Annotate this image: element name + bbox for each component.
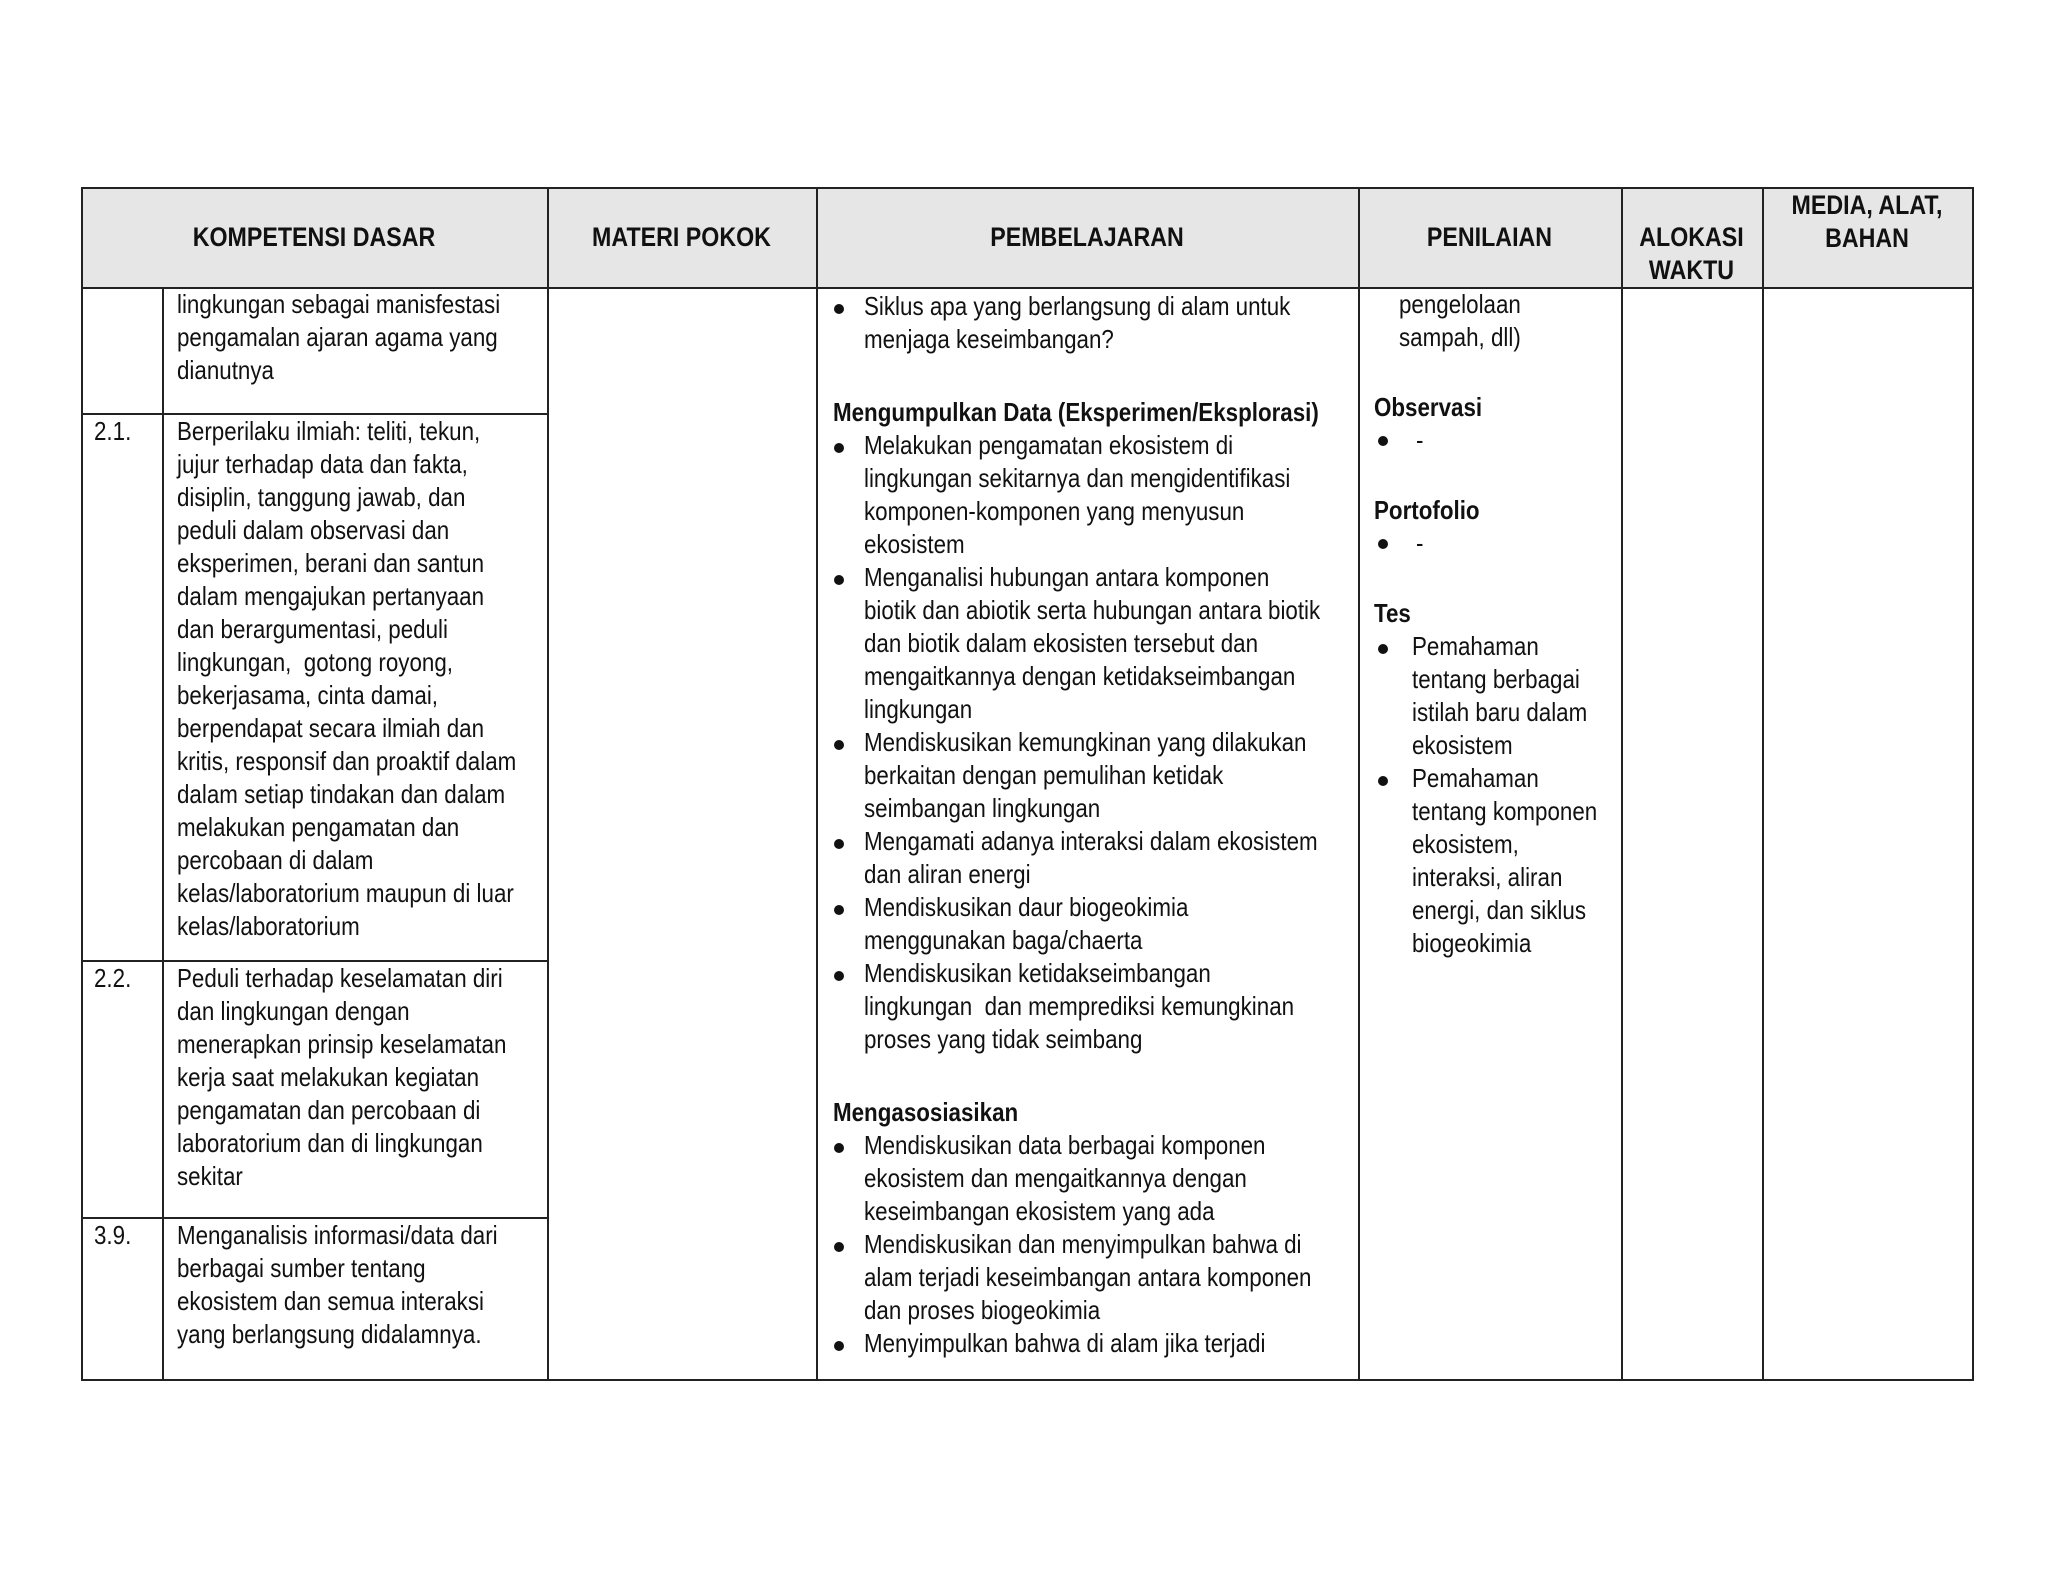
table-top-border — [81, 187, 1974, 189]
pembelajaran-item-line: ekosistem dan mengaitkannya dengan — [864, 1163, 1247, 1193]
col-divider-penilaian — [1358, 187, 1360, 1381]
kd-text-line: disiplin, tanggung jawab, dan — [177, 482, 466, 512]
pembelajaran-item-line: lingkungan — [864, 694, 973, 724]
penilaian-title-portofolio: Portofolio — [1374, 495, 1480, 525]
kd-text-line: pengamatan dan percobaan di — [177, 1095, 481, 1125]
kd-text-line: Peduli terhadap keselamatan diri — [177, 963, 503, 993]
header-pembelajaran: PEMBELAJARAN — [990, 222, 1184, 252]
pembelajaran-item-line: Mendiskusikan ketidakseimbangan — [864, 958, 1211, 988]
pembelajaran-item-line: dan aliran energi — [864, 859, 1031, 889]
kd-text-line: pengamalan ajaran agama yang — [177, 322, 498, 352]
penilaian-item-line: biogeokimia — [1412, 928, 1532, 958]
kd-text-line: kelas/laboratorium maupun di luar — [177, 878, 514, 908]
kd-text-line: berbagai sumber tentang — [177, 1253, 426, 1283]
section-title-mengasosiasikan: Mengasosiasikan — [833, 1097, 1019, 1127]
pembelajaran-item-line: Mendiskusikan daur biogeokimia — [864, 892, 1189, 922]
syllabus-table — [81, 187, 1974, 1381]
bullet-icon — [1378, 644, 1388, 654]
kd-text-line: dan lingkungan dengan — [177, 996, 410, 1026]
col-divider-materi — [547, 187, 549, 1381]
bullet-icon — [834, 1242, 844, 1252]
kd-text-line: kerja saat melakukan kegiatan — [177, 1062, 480, 1092]
kd-text-line: dalam setiap tindakan dan dalam — [177, 779, 506, 809]
bullet-icon — [834, 304, 844, 314]
pembelajaran-item-line: komponen-komponen yang menyusun — [864, 496, 1245, 526]
pembelajaran-item-line: alam terjadi keseimbangan antara komponen — [864, 1262, 1312, 1292]
header-bahan: BAHAN — [1825, 223, 1909, 253]
kd-text-line: bekerjasama, cinta damai, — [177, 680, 438, 710]
kd-text-line: melakukan pengamatan dan — [177, 812, 460, 842]
penilaian-title-observasi: Observasi — [1374, 392, 1483, 422]
pembelajaran-item-line: lingkungan dan memprediksi kemungkinan — [864, 991, 1295, 1021]
pembelajaran-item-line: Melakukan pengamatan ekosistem di — [864, 430, 1234, 460]
kd-text-line: dianutnya — [177, 355, 274, 385]
bullet-icon — [1378, 776, 1388, 786]
bullet-icon — [834, 839, 844, 849]
kd-text-line: dalam mengajukan pertanyaan — [177, 581, 485, 611]
kd-text-line: peduli dalam observasi dan — [177, 515, 450, 545]
kd-text-line: Menganalisis informasi/data dari — [177, 1220, 498, 1250]
penilaian-item-line: Pemahaman — [1412, 631, 1539, 661]
pembelajaran-item-line: ekosistem — [864, 529, 965, 559]
kd-text-line: dan berargumentasi, peduli — [177, 614, 448, 644]
kd-text-line: berpendapat secara ilmiah dan — [177, 713, 485, 743]
kd-text-line: sekitar — [177, 1161, 243, 1191]
table-right-border — [1972, 187, 1974, 1381]
pembelajaran-item-line: Mengamati adanya interaksi dalam ekosistem — [864, 826, 1318, 856]
pembelajaran-item-line: Menyimpulkan bahwa di alam jika terjadi — [864, 1328, 1266, 1358]
pembelajaran-item-line: dan biotik dalam ekosisten tersebut dan — [864, 628, 1259, 658]
penilaian-item-line: ekosistem — [1412, 730, 1513, 760]
penilaian-item-line: istilah baru dalam — [1412, 697, 1588, 727]
bullet-icon — [834, 575, 844, 585]
pembelajaran-item-line: keseimbangan ekosistem yang ada — [864, 1196, 1215, 1226]
table-bottom-border — [81, 1379, 1974, 1381]
kd-number: 2.1. — [94, 416, 132, 446]
penilaian-item-line: - — [1416, 425, 1424, 455]
penilaian-title-tes: Tes — [1374, 598, 1411, 628]
penilaian-item-line: tentang berbagai — [1412, 664, 1580, 694]
kd-text-line: Berperilaku ilmiah: teliti, tekun, — [177, 416, 481, 446]
header-penilaian: PENILAIAN — [1426, 222, 1553, 252]
bullet-icon — [834, 740, 844, 750]
header-kompetensi-dasar: KOMPETENSI DASAR — [192, 222, 436, 252]
header-materi-pokok: MATERI POKOK — [592, 222, 771, 252]
penilaian-item-line: ekosistem, — [1412, 829, 1519, 859]
penilaian-item-line: tentang komponen — [1412, 796, 1598, 826]
pembelajaran-item-line: Siklus apa yang berlangsung di alam untuk — [864, 291, 1291, 321]
pembelajaran-item-line: menjaga keseimbangan? — [864, 324, 1114, 354]
kd-text-line: menerapkan prinsip keselamatan — [177, 1029, 507, 1059]
kd-text-line: yang berlangsung didalamnya. — [177, 1319, 482, 1349]
pembelajaran-item-line: Mendiskusikan data berbagai komponen — [864, 1130, 1266, 1160]
kd-text-line: ekosistem dan semua interaksi — [177, 1286, 484, 1316]
pembelajaran-item-line: mengaitkannya dengan ketidakseimbangan — [864, 661, 1296, 691]
penilaian-item-line: - — [1416, 528, 1424, 558]
kd-number: 3.9. — [94, 1220, 132, 1250]
penilaian-item-line: interaksi, aliran — [1412, 862, 1563, 892]
col-divider-alokasi — [1621, 187, 1623, 1381]
section-title-mengumpulkan: Mengumpulkan Data (Eksperimen/Eksplorasi) — [833, 397, 1319, 427]
pembelajaran-item-line: Mendiskusikan dan menyimpulkan bahwa di — [864, 1229, 1302, 1259]
penilaian-item-line: energi, dan siklus — [1412, 895, 1587, 925]
penilaian-text-line: pengelolaan — [1399, 289, 1521, 319]
header-alokasi: ALOKASI — [1639, 222, 1744, 252]
kd-text-line: eksperimen, berani dan santun — [177, 548, 485, 578]
kd-number: 2.2. — [94, 963, 132, 993]
col-divider-pembelajaran — [816, 187, 818, 1381]
penilaian-text-line: sampah, dll) — [1399, 322, 1521, 352]
bullet-icon — [834, 905, 844, 915]
pembelajaran-item-line: berkaitan dengan pemulihan ketidak — [864, 760, 1224, 790]
bullet-icon — [834, 443, 844, 453]
kd-text-line: laboratorium dan di lingkungan — [177, 1128, 483, 1158]
pembelajaran-item-line: Menganalisi hubungan antara komponen — [864, 562, 1270, 592]
kd-text-line: lingkungan sebagai manisfestasi — [177, 289, 501, 319]
bullet-icon — [1378, 539, 1388, 549]
penilaian-item-line: Pemahaman — [1412, 763, 1539, 793]
table-left-border — [81, 187, 83, 1381]
kd-text-line: percobaan di dalam — [177, 845, 374, 875]
bullet-icon — [834, 1341, 844, 1351]
kd-text-line: lingkungan, gotong royong, — [177, 647, 453, 677]
header-waktu: WAKTU — [1648, 255, 1735, 285]
pembelajaran-item-line: Mendiskusikan kemungkinan yang dilakukan — [864, 727, 1307, 757]
pembelajaran-item-line: proses yang tidak seimbang — [864, 1024, 1143, 1054]
pembelajaran-item-line: dan proses biogeokimia — [864, 1295, 1101, 1325]
pembelajaran-item-line: biotik dan abiotik serta hubungan antara biotik — [864, 595, 1321, 625]
pembelajaran-item-line: lingkungan sekitarnya dan mengidentifikasi — [864, 463, 1291, 493]
pembelajaran-item-line: seimbangan lingkungan — [864, 793, 1101, 823]
pembelajaran-item-line: menggunakan baga/chaerta — [864, 925, 1143, 955]
kd-text-line: kelas/laboratorium — [177, 911, 360, 941]
bullet-icon — [834, 1143, 844, 1153]
bullet-icon — [1378, 436, 1388, 446]
col-divider-media — [1762, 187, 1764, 1381]
kd-text-line: jujur terhadap data dan fakta, — [177, 449, 468, 479]
kd-text-line: kritis, responsif dan proaktif dalam — [177, 746, 517, 776]
header-media-alat: MEDIA, ALAT, — [1791, 190, 1943, 220]
bullet-icon — [834, 971, 844, 981]
